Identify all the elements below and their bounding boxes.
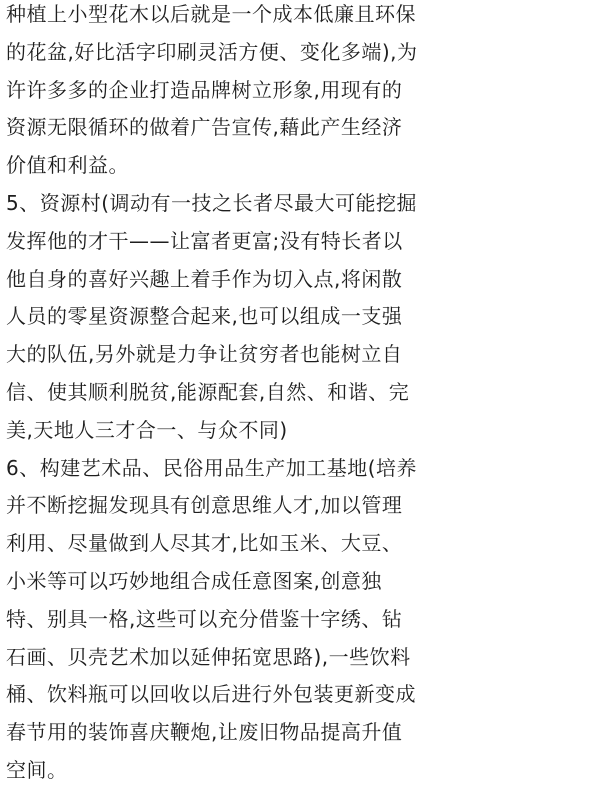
text-line: 春节用的装饰喜庆鞭炮,让废旧物品提高升值 xyxy=(6,720,403,745)
text-line: 5、资源村(调动有一技之长者尽最大可能挖掘 xyxy=(6,190,418,215)
text-line: 小米等可以巧妙地组合成任意图案,创意独 xyxy=(6,568,382,593)
text-line: 石画、贝壳艺术加以延伸拓宽思路),一些饮料 xyxy=(6,644,411,669)
text-line: 他自身的喜好兴趣上着手作为切入点,将闲散 xyxy=(6,266,403,291)
text-line: 特、别具一格,这些可以充分借鉴十字绣、钻 xyxy=(6,606,403,631)
text-line: 并不断挖掘发现具有创意思维人才,加以管理 xyxy=(6,493,403,518)
text-line: 价值和利益。 xyxy=(6,153,129,178)
text-line: 资源无限循环的做着广告宣传,藉此产生经济 xyxy=(6,115,403,140)
text-line: 信、使其顺利脱贫,能源配套,自然、和谐、完 xyxy=(6,379,410,404)
text-line: 的花盆,好比活字印刷灵活方便、变化多端),为 xyxy=(6,39,418,64)
text-line: 利用、尽量做到人尽其才,比如玉米、大豆、 xyxy=(6,531,403,556)
text-line: 空间。 xyxy=(6,757,68,782)
text-line: 许许多多的企业打造品牌树立形象,用现有的 xyxy=(6,77,403,102)
text-line: 桶、饮料瓶可以回收以后进行外包装更新变成 xyxy=(6,682,416,707)
document-body xyxy=(6,0,600,790)
text-line: 人员的零星资源整合起来,也可以组成一支强 xyxy=(6,304,403,329)
text-line: 发挥他的才干——让富者更富;没有特长者以 xyxy=(6,228,403,253)
text-line: 大的队伍,另外就是力争让贫穷者也能树立自 xyxy=(6,342,403,367)
text-line: 种植上小型花木以后就是一个成本低廉且环保 xyxy=(6,2,416,26)
text-line: 6、构建艺术品、民俗用品生产加工基地(培养 xyxy=(6,455,418,480)
text-line: 美,天地人三才合一、与众不同) xyxy=(6,417,288,442)
